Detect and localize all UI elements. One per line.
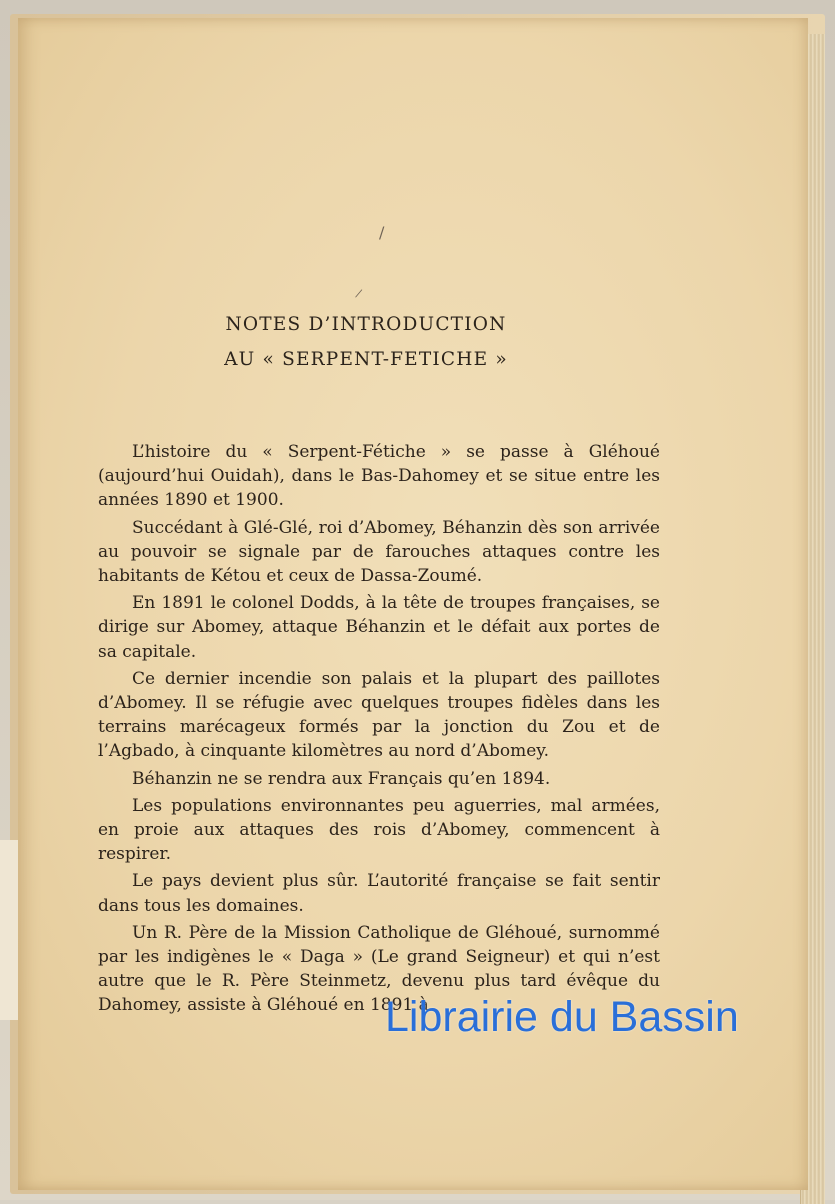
paragraph: Succédant à Glé-Glé, roi d’Abomey, Béhanzin dès son arrivée au pouvoir se signale par de farouches attaques contre les habitants de Kétou et ceux de Dassa-Zoumé. (98, 517, 660, 587)
seller-watermark: Librairie du Bassin (385, 993, 739, 1041)
chapter-title-line-2: AU « SERPENT-FETICHE » (224, 349, 508, 370)
body-text (98, 440, 660, 1021)
paragraph: Les populations environnantes peu aguerries, mal armées, en proie aux attaques des rois d’Abomey, commencent à respirer. (98, 795, 660, 865)
paragraph: L’histoire du « Serpent-Fétiche » se passe à Gléhoué (aujourd’hui Ouidah), dans le Bas-Dahomey et se situe entre les années 1890 et 1900. (98, 442, 660, 511)
paragraph: Un R. Père de la Mission Catholique de Gléhoué, surnommé par les indigènes le « Daga » (Le grand Seigneur) et qui n’est autre que le R. Père Steinmetz, devenu plus tard évêque du Dahomey, assiste à Gléhoué en 1891 à (98, 922, 660, 1016)
pencil-mark: / (379, 223, 385, 242)
paragraph: Ce dernier incendie son palais et la plupart des paillotes d’Abomey. Il se réfugie avec quelques troupes fidèles dans les terrains marécageux formés par la jonction du Zou et de l’Agbado, à cinquante kilomètres au nord d’Abomey. (98, 668, 660, 762)
paragraph: En 1891 le colonel Dodds, à la tête de troupes françaises, se dirige sur Abomey, attaque Béhanzin et le défait aux portes de sa capitale. (98, 593, 660, 662)
paragraph: Le pays devient plus sûr. L’autorité française se fait sentir dans tous les domaines. (98, 871, 660, 916)
chapter-title-line-1: NOTES D’INTRODUCTION (225, 314, 507, 335)
pencil-mark: | (353, 288, 364, 299)
paragraph: Béhanzin ne se rendra aux Français qu’en 1894. (132, 768, 551, 789)
